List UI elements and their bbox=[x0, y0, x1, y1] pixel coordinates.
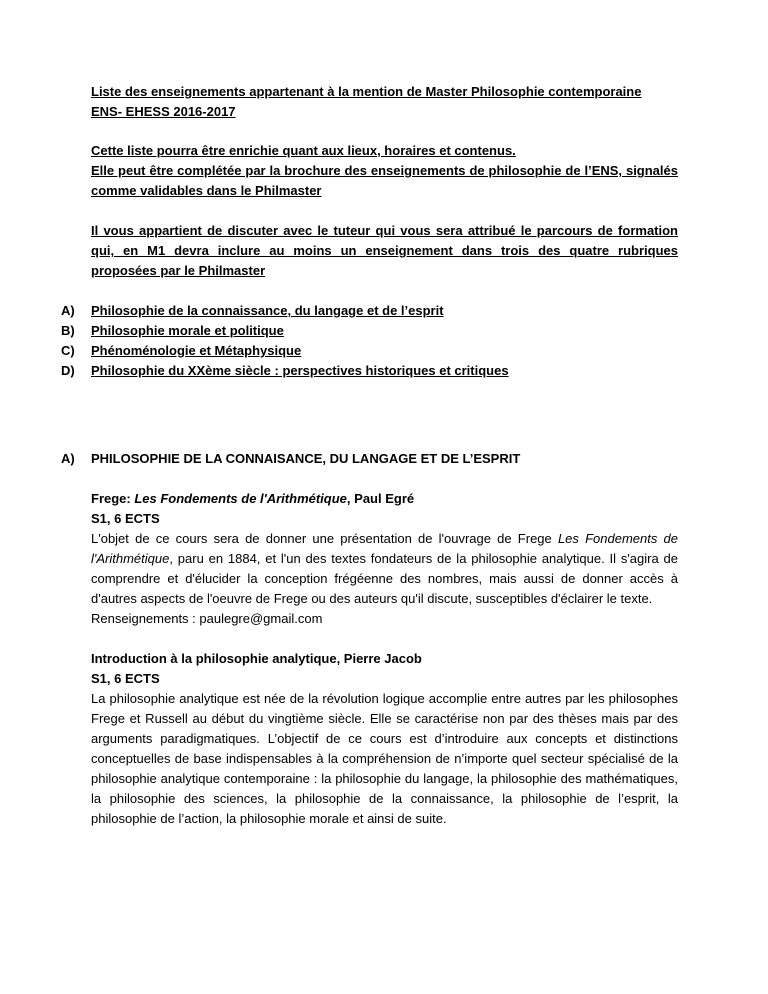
rubric-marker: A) bbox=[61, 303, 75, 318]
rubric-label: Philosophie morale et politique bbox=[91, 323, 284, 338]
course-desc-part2: , paru en 1884, et l'un des textes fondateurs de la philosophie analytique. Il s'agira de comprendre et d'élucider la conception frégéenne des nombres, mais aussi de donner accès à d'autres aspects de l'oeuvre de Frege ou des auteurs qu'il discute, susceptibles d'éclairer le texte. bbox=[91, 551, 678, 606]
rubrics-list bbox=[61, 301, 678, 381]
document-title bbox=[91, 82, 678, 122]
rubric-item-a bbox=[61, 301, 678, 321]
document-title-line2: ENS- EHESS 2016-2017 bbox=[91, 104, 236, 119]
rubric-item-d bbox=[61, 361, 678, 381]
course-title bbox=[91, 489, 678, 509]
rubric-label: Philosophie du XXème siècle : perspectives historiques et critiques bbox=[91, 363, 509, 378]
section-marker: A) bbox=[61, 451, 75, 466]
advice-block bbox=[91, 221, 678, 281]
course-title-author: , Paul Egré bbox=[346, 491, 415, 506]
notice-line1: Cette liste pourra être enrichie quant aux lieux, horaires et contenus. bbox=[91, 143, 516, 158]
course-contact: Renseignements : paulegre@gmail.com bbox=[91, 611, 323, 626]
course-title-work: Les Fondements de l'Arithmétique bbox=[134, 491, 347, 506]
notice-line2: Elle peut être complétée par la brochure des enseignements de philosophie de l’ENS, signalés comme validables dans le Philmaster bbox=[91, 163, 678, 198]
course-credits: S1, 6 ECTS bbox=[91, 671, 160, 686]
course-title-prefix: Frege: bbox=[91, 491, 135, 506]
document-title-line1: Liste des enseignements appartenant à la mention de Master Philosophie contemporaine bbox=[91, 84, 642, 99]
course-credits: S1, 6 ECTS bbox=[91, 511, 160, 526]
advice-text: Il vous appartient de discuter avec le tuteur qui vous sera attribué le parcours de formation qui, en M1 devra inclure au moins un enseignement dans trois des quatre rubriques proposées par le Philmaster bbox=[91, 223, 678, 278]
rubric-item-b bbox=[61, 321, 678, 341]
rubric-label: Phénoménologie et Métaphysique bbox=[91, 343, 302, 358]
course-frege bbox=[91, 489, 678, 629]
course-desc-part1: L'objet de ce cours sera de donner une présentation de l'ouvrage de Frege bbox=[91, 531, 558, 546]
course-intro-analytic bbox=[91, 649, 678, 829]
course-description: La philosophie analytique est née de la révolution logique accomplie entre autres par les philosophes Frege et Russell au début du vingtième siècle. Elle se caractérise non par des thèses mais par des arguments paradigmatiques. L’objectif de ce cours est d’introduire aux concepts et distinctions conceptuelles de base indispensables à la compréhension de n’importe quel secteur spécialisé de la philosophie analytique contemporaine : la philosophie du langage, la philosophie des mathématiques, la philosophie des sciences, la philosophie de la connaissance, la philosophie de l’esprit, la philosophie de l’action, la philosophie morale et ainsi de suite. bbox=[91, 691, 678, 826]
section-a-heading bbox=[61, 449, 678, 469]
course-title: Introduction à la philosophie analytique, Pierre Jacob bbox=[91, 651, 422, 666]
course-description bbox=[91, 529, 678, 609]
section-title: PHILOSOPHIE DE LA CONNAISANCE, DU LANGAGE ET DE L’ESPRIT bbox=[91, 451, 521, 466]
notice-block bbox=[91, 141, 678, 201]
rubric-marker: C) bbox=[61, 343, 75, 358]
rubric-marker: B) bbox=[61, 323, 75, 338]
course-desc-work: Les Fondements de l'Arithmétique bbox=[91, 531, 678, 566]
rubric-item-c bbox=[61, 341, 678, 361]
rubric-marker: D) bbox=[61, 363, 75, 378]
rubric-label: Philosophie de la connaissance, du langage et de l’esprit bbox=[91, 303, 444, 318]
